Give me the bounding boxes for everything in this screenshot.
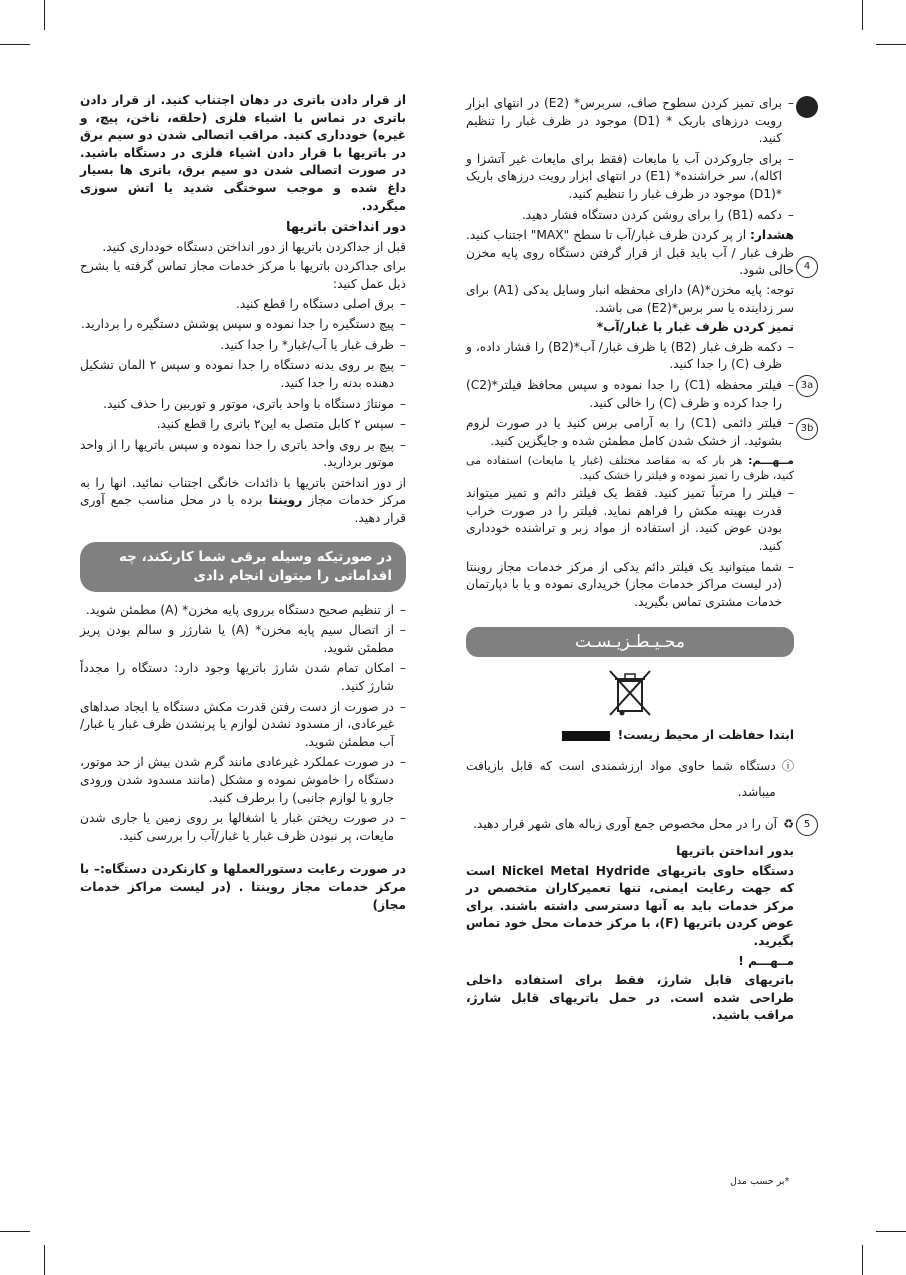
note-paragraph: توجه: پایه مخزن*(A) دارای محفظه انبار وسایل یدکی (A1) برای سر زداینده یا سر برس*(E2) می باشد. [466, 282, 794, 315]
crop-mark [44, 1245, 45, 1275]
crop-mark [862, 0, 863, 30]
list-item: – دکمه ظرف غبار (B2) یا ظرف غبار/ آب*(B2) را فشار داده، و ظرف (C) را جدا کنید. [466, 339, 794, 374]
list-item: – در صورت ریختن غبار یا اشغالها بر روی زمین یا جاری شدن مایعات، پر نبودن ظرف غبار یا غبار/آب را بررسی کنید. [80, 810, 406, 845]
crop-mark [0, 44, 30, 45]
right-column [466, 95, 794, 1027]
list-item: – برق اصلی دستگاه را قطع کنید. [80, 296, 406, 314]
battery-important: مــهـــم ! [738, 953, 794, 968]
important-label: مــهـــم: [748, 454, 794, 468]
footnote: *بر حسب مدل [730, 1176, 790, 1187]
dispose-paragraph: برای جداکردن باتریها با مرکز خدمات مجاز تماس گرفته یا بشرح ذیل عمل کنید: [80, 259, 406, 291]
left-column [80, 92, 406, 916]
clean-title: تمیز کردن ظرف غبار یا غبار/آب* [596, 320, 794, 335]
troubleshoot-banner: در صورتیکه وسیله برقی شما کارنکند، چه اقداماتی را میتوان انجام دادی [80, 542, 406, 592]
list-item: – پیچ بر روی واحد باتری را جدا نموده و سپس باتریها را از واحد موتور بردارید. [80, 437, 406, 472]
list-item: – فیلتر را مرتباً تمیز کنید. فقط یک فیلتر دائم و تمیز میتواند قدرت بهینه مکش را فراهم نماید. فیلتر را در صورت خراب بودن عوض کنید. از استفاده از مواد زبر و تراشنده خودداری کنید. [466, 485, 794, 555]
service-note: در صورت رعایت دستورالعملها و کارنکردن دستگاه:– با مرکز خدمات مجاز روینتا . (در لیست مراکز خدمات مجاز) [80, 862, 406, 912]
list-item: – دکمه (B1) را برای روشن کردن دستگاه فشار دهید. [466, 207, 794, 225]
list-item: – پیچ بر روی بدنه دستگاه را جدا نموده و سپس ٢ المان تشکیل دهنده بدنه را جدا کنید. [80, 357, 406, 392]
info-icon: ⓘ [781, 759, 794, 774]
brand-name: روینتا [268, 493, 303, 508]
dispose-title: دور انداختن باتریها [285, 220, 406, 236]
list-item: – مونتاژ دستگاه با واحد باتری، موتور و توربین را حذف کنید. [80, 396, 406, 414]
eco-item [466, 811, 794, 837]
dispose-paragraph: قبل از جداکردن باتریها از دور انداختن دستگاه خودداری کنید. [102, 239, 406, 254]
list-item: – برای تمیز کردن سطوح صاف، سربرس* (E2) در انتهای ابزار رویت درزهای باریک * (D1) موجود در ظرف غبار را تنظیم کنید. [466, 95, 794, 148]
battery-warning: از قرار دادن باتری در دهان اجتناب کنید. از قرار دادن باتری در تماس با اشیاء فلزی (حلقه، ناخن، پیچ، و غیره) خودداری کنید. مراقب اتصالی شدن دو سیم برق در باتریها با قرار دادن اشیاء فلزی در دستگاه باشید. در صورت اتصالی شدن دو سیم برق، باتری ها بسیار داغ شده و موجب سوختگی شدید یا اتش سوزی میگردد. [80, 93, 406, 213]
eco-item [466, 753, 794, 805]
dispose-steps [80, 296, 406, 472]
list-item: – از تنظیم صحیح دستگاه برروی پایه مخزن* (A) مطمئن شوید. [80, 602, 406, 620]
list-item: – فیلتر محفظه (C1) را جدا نموده و سپس محافظ فیلتر*(C2) را جدا کرده و ظرف (C) را خالی کنید. [466, 377, 794, 412]
list-item: – ظرف غبار یا آب/غبار* را جدا کنید. [80, 337, 406, 355]
step-marker-3a: 3a [796, 375, 818, 397]
warning-paragraph [466, 227, 794, 280]
list-item: – امکان تمام شدن شارژ باتریها وجود دارد: دستگاه را مجدداً شارژ کنید. [80, 660, 406, 695]
list-item: – سپس ٢ کابل متصل به این٢ باتری را قطع کنید. [80, 416, 406, 434]
step-marker-4: 4 [796, 256, 818, 278]
eco-text: آن را در محل مخصوص جمع آوری زباله های شهر قرار دهید. [473, 817, 778, 832]
troubleshoot-list [80, 602, 406, 846]
important-paragraph [466, 453, 794, 483]
crop-mark [0, 1231, 30, 1232]
battery-title: بدور انداختن باتریها [676, 844, 794, 859]
eco-title: ابتدا حفاظت از محیط زیست! [617, 728, 794, 743]
step-marker-5: 5 [796, 814, 818, 836]
recycle-icon: ♻ [783, 817, 794, 832]
step-marker-3b: 3b [796, 418, 818, 440]
filter-list [466, 485, 794, 611]
eco-text: دستگاه شما حاوی مواد ارزشمندی است که قابل بازیافت میباشد. [466, 759, 776, 800]
list-item: – در صورت عملکرد غیرعادی مانند گرم شدن بیش از حد موتور، دستگاه را خاموش نموده و مشکل (مانند مسدود شدن ورودی جارو یا لوازم جانبی) را برطرف کنید. [80, 754, 406, 807]
dispose-text: از دور انداختن باتریها با ذائدات خانگی اجتناب نمائید. انها را به مرکز خدمات مجاز [80, 475, 407, 508]
bullet-dot [796, 96, 818, 118]
eco-bar [562, 731, 610, 741]
list-item: – برای جاروکردن آب یا مایعات (فقط برای مایعات غیر آتشزا و اکاله)، سر خراشنده* (E1) در انتهای ابزار رویت درزهای باریک *(D1) موجود در ظرف غبار را تنظیم کنید. [466, 151, 794, 204]
dispose-text: برده یا در محل مناسب جمع آوری قرار دهید. [80, 493, 406, 526]
list-item: – از اتصال سیم پایه مخزن* (A) یا شارژر و سالم بودن پریز مطمئن شوید. [80, 622, 406, 657]
list-item: – فیلتر دائمی (C1) را به آرامی برس کنید یا در صورت لزوم بشوئید. از خشک شدن کامل مطمئن شده و جایگزین کنید. [466, 415, 794, 450]
warning-text: از پر کردن ظرف غبار/آب تا سطح "MAX" اجتناب کنید. ظرف غبار / آب باید قبل از قرار گرفتن دستگاه روی پایه مخزن خالی شود. [466, 228, 794, 278]
crop-mark [44, 0, 45, 30]
environment-banner: محـیـطـزیـسـت [466, 627, 794, 657]
crossed-bin-icon [606, 667, 654, 719]
battery-note: باتریهای قابل شارژ، فقط برای استفاده داخلی طراحی شده است. در حمل باتریهای قابل شارژ، مراقب باشید. [466, 973, 794, 1023]
clean-list [466, 339, 794, 451]
dispose-paragraph [80, 475, 406, 528]
usage-list [466, 95, 794, 224]
important-text: هر بار که به مقاصد مختلف (غبار یا مایعات) استفاده می کنید، ظرف را تمیز نموده و فیلتر را خشک کنید. [466, 454, 794, 483]
list-item: – پیچ دستگیره را جدا نموده و سپس پوشش دستگیره را بردارید. [80, 316, 406, 334]
warning-label: هشدار: [750, 228, 795, 243]
crop-mark [876, 44, 906, 45]
crop-mark [862, 1245, 863, 1275]
list-item: – در صورت از دست رفتن قدرت مکش دستگاه یا ایجاد صداهای غیرعادی، از مسدود نشدن لوازم یا پرنشدن ظرف غبار یا غبار/آب مطمئن شوید. [80, 699, 406, 752]
list-item: – شما میتوانید یک فیلتر دائم یدکی از مرکز خدمات مجاز روینتا (در لیست مراکز خدمات مجاز) خریداری نموده و یا با دپارتمان خدمات مشتری تماس بگیرید. [466, 559, 794, 612]
eco-heading [466, 727, 794, 745]
battery-text: دستگاه حاوی باتریهای Nickel Metal Hydride است که جهت رعایت ایمنی، تنها تعمیرکاران متخصص در مرکز خدمات باید به آنها دسترسی داشته باشند. برای عوض کردن باتریها (F)، با مرکز خدمات محل خود تماس بگیرید. [466, 863, 794, 948]
crop-mark [876, 1231, 906, 1232]
